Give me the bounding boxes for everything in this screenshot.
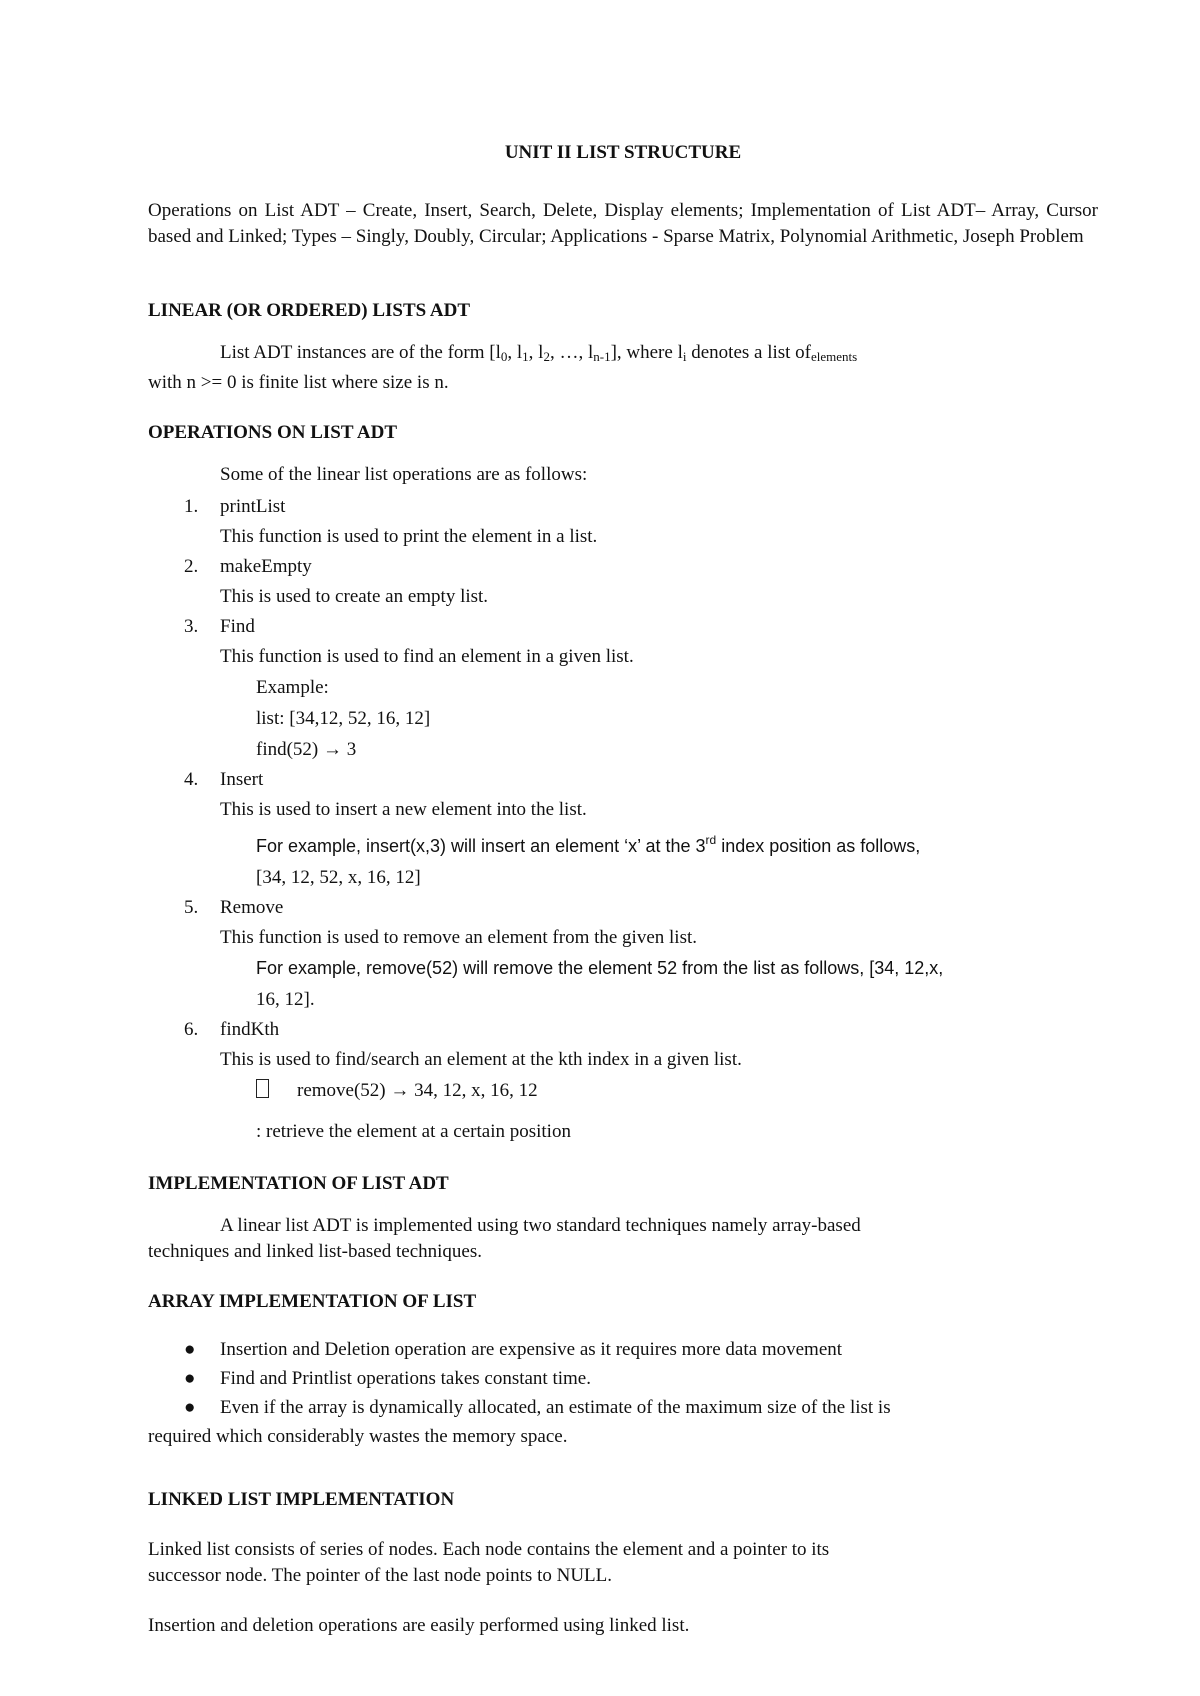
list-item: ● Find and Printlist operations takes constant time. bbox=[148, 1364, 1098, 1393]
list-item: ● Insertion and Deletion operation are expensive as it requires more data movement bbox=[148, 1335, 1098, 1364]
list-item: 5. Remove This function is used to remove an element from the given list. For example, remove(52) will remove the element 52 from the list as follows, [34, 12,x, 16, 12]. bbox=[184, 897, 944, 1010]
heading-operations: OPERATIONS ON LIST ADT bbox=[148, 422, 398, 443]
operations-intro: Some of the linear list operations are as follows: bbox=[220, 464, 588, 485]
linked-line1: Linked list consists of series of nodes. Each node contains the element and a pointer to its bbox=[148, 1539, 830, 1560]
implementation-line2: techniques and linked list-based techniques. bbox=[148, 1241, 482, 1262]
list-item: ● Even if the array is dynamically allocated, an estimate of the maximum size of the list is bbox=[148, 1393, 1098, 1422]
heading-linked-implementation: LINKED LIST IMPLEMENTATION bbox=[148, 1489, 455, 1510]
list-item-continuation: required which considerably wastes the memory space. bbox=[148, 1426, 568, 1447]
list-item: 1. printList This function is used to print the element in a list. bbox=[184, 496, 598, 547]
linear-definition-line2: with n >= 0 is finite list where size is n. bbox=[148, 372, 449, 393]
bullet-icon: ● bbox=[184, 1397, 196, 1418]
implementation-line1: A linear list ADT is implemented using two standard techniques namely array-based bbox=[220, 1215, 861, 1236]
bullet-icon: ● bbox=[184, 1368, 196, 1389]
heading-array-implementation: ARRAY IMPLEMENTATION OF LIST bbox=[148, 1291, 477, 1312]
array-bullet-list bbox=[148, 1335, 1098, 1451]
linked-line2: successor node. The pointer of the last node points to NULL. bbox=[148, 1565, 612, 1586]
intro-paragraph: Operations on List ADT – Create, Insert, Search, Delete, Display elements; Implementation of List ADT– Array, Cursor based and Linked; Types – Singly, Doubly, Circular; Applications - Sparse Matrix, Polynomial Arithmetic, Joseph Problem bbox=[148, 200, 1098, 247]
list-item: 2. makeEmpty This is used to create an empty list. bbox=[184, 556, 489, 607]
bullet-icon: ● bbox=[184, 1339, 196, 1360]
list-item: 3. Find This function is used to find an element in a given list. Example: list: [34,12, 52, 16, 12] find(52) → 3 bbox=[184, 616, 634, 760]
document-page bbox=[148, 140, 1098, 1639]
heading-implementation: IMPLEMENTATION OF LIST ADT bbox=[148, 1173, 449, 1194]
missing-glyph-icon bbox=[256, 1079, 269, 1098]
heading-linear-lists: LINEAR (OR ORDERED) LISTS ADT bbox=[148, 300, 471, 321]
operations-list bbox=[148, 492, 1098, 1147]
list-item: 4. Insert This is used to insert a new element into the list. For example, insert(x,3) will insert an element ‘x’ at the 3rd index position as follows, [34, 12, 52, x, 16, 12] bbox=[184, 769, 921, 888]
list-item: 6. findKth This is used to find/search an element at the kth index in a given list. remove(52) → 34, 12, x, 16, 12 : retrieve the element at a certain position bbox=[184, 1019, 742, 1142]
linear-definition-line1: List ADT instances are of the form [$l_0$, $l_1$, $l_2$, …, $l_{n-1}$], where $l_i$ denotes a list $of_{elements}$ bbox=[220, 342, 858, 364]
linked-line3: Insertion and deletion operations are easily performed using linked list. bbox=[148, 1615, 690, 1636]
page-title: UNIT II LIST STRUCTURE bbox=[504, 142, 742, 163]
